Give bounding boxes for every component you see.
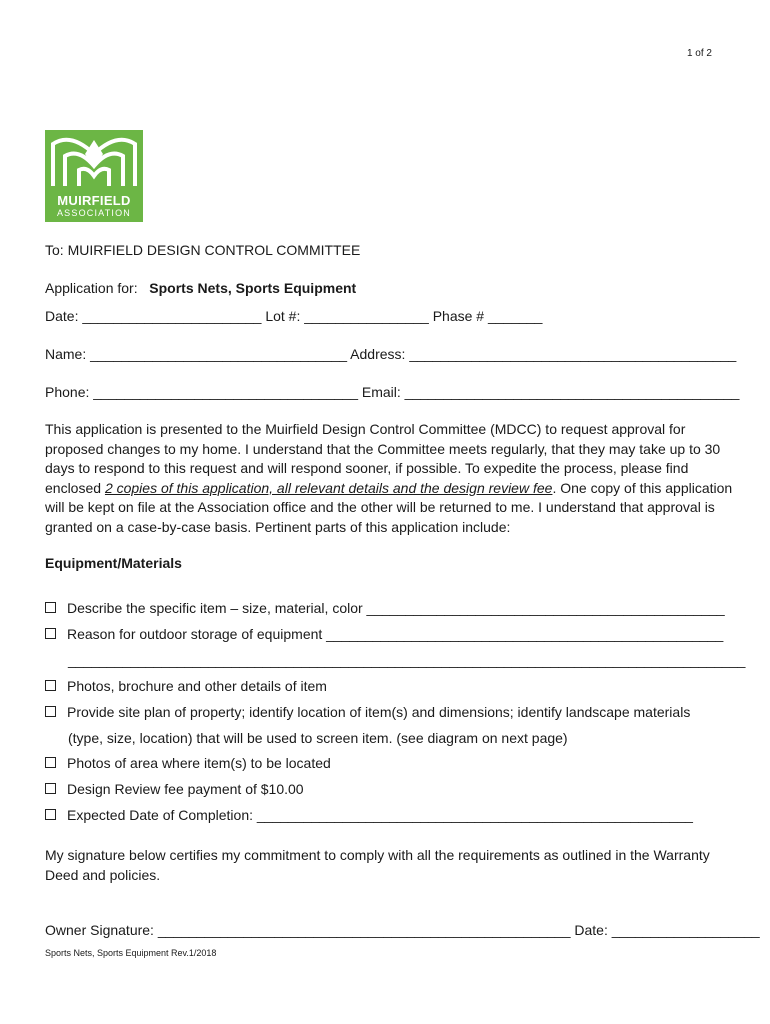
to-line: To: MUIRFIELD DESIGN CONTROL COMMITTEE xyxy=(45,242,361,258)
checkbox-icon[interactable] xyxy=(45,706,56,717)
intro-text-1: This application is presented to the Muirfield Design Control Committee (MDCC) to request approval for proposed changes to my home. I understand that the Committee meets regularly, that they may take up to 30 days to respond to this request and will respond sooner, if possible. To expedite the process, please find enclosed xyxy=(45,421,721,496)
checkbox-icon[interactable] xyxy=(45,757,56,768)
item-label: Photos, brochure and other details of item xyxy=(67,678,327,694)
checkbox-icon[interactable] xyxy=(45,680,56,691)
owner-signature-line[interactable]: Owner Signature: _____________________________________________________ Date: ___________________ xyxy=(45,922,760,938)
page-number: 1 of 2 xyxy=(686,48,712,59)
checklist-item-fee[interactable] xyxy=(45,781,304,797)
checklist-item-site-plan[interactable] xyxy=(45,704,690,720)
checkbox-icon[interactable] xyxy=(45,602,56,613)
application-type: Sports Nets, Sports Equipment xyxy=(149,280,357,296)
checklist-item-photos-brochure[interactable] xyxy=(45,678,327,694)
name-address-fields[interactable]: Name: _________________________________ Address: __________________________________________ xyxy=(45,346,737,362)
footer-revision: Sports Nets, Sports Equipment Rev.1/2018 xyxy=(45,948,217,958)
reason-continuation-line[interactable]: _______________________________________________________________________________________ xyxy=(68,652,746,668)
application-label: Application for: xyxy=(45,280,138,296)
certification-text: My signature below certifies my commitment to comply with all the requirements as outlined in the Warranty Deed and policies. xyxy=(45,847,710,883)
checkbox-icon[interactable] xyxy=(45,809,56,820)
checklist-item-photos-area[interactable] xyxy=(45,755,331,771)
muirfield-logo xyxy=(45,130,143,222)
site-plan-continuation: (type, size, location) that will be used to screen item. (see diagram on next page) xyxy=(68,730,568,746)
item-label: Photos of area where item(s) to be located xyxy=(67,755,331,771)
item-label: Design Review fee payment of $10.00 xyxy=(67,781,304,797)
date-lot-phase-fields[interactable]: Date: _______________________ Lot #: ________________ Phase # _______ xyxy=(45,308,543,324)
application-line xyxy=(45,280,356,296)
logo-emblem-icon xyxy=(45,130,143,192)
checklist-item-describe[interactable] xyxy=(45,600,725,616)
checklist-item-completion[interactable] xyxy=(45,807,693,823)
intro-paragraph xyxy=(45,420,735,537)
item-label: Expected Date of Completion: ________________________________________________________ xyxy=(67,807,693,823)
logo-text-association: ASSOCIATION xyxy=(56,208,132,218)
item-label: Reason for outdoor storage of equipment ___________________________________________________ xyxy=(67,626,724,642)
intro-text-2: . One copy of this application will be kept on file at the Association office and the other will be returned to me. I understand that approval is granted on a case-by-case basis. Pertinent parts of this application include: xyxy=(45,479,733,535)
item-label: Provide site plan of property; identify location of item(s) and dimensions; identify landscape materials xyxy=(67,704,691,720)
logo-text-muirfield: MUIRFIELD xyxy=(57,193,131,208)
checkbox-icon[interactable] xyxy=(45,783,56,794)
checklist-item-reason[interactable] xyxy=(45,626,723,642)
checkbox-icon[interactable] xyxy=(45,628,56,639)
item-label: Describe the specific item – size, material, color ______________________________________________ xyxy=(67,600,725,616)
phone-email-fields[interactable]: Phone: __________________________________ Email: ___________________________________________ xyxy=(45,384,740,400)
section-heading: Equipment/Materials xyxy=(45,555,182,571)
intro-underlined-text: 2 copies of this application, all relevant details and the design review fee xyxy=(104,479,553,496)
